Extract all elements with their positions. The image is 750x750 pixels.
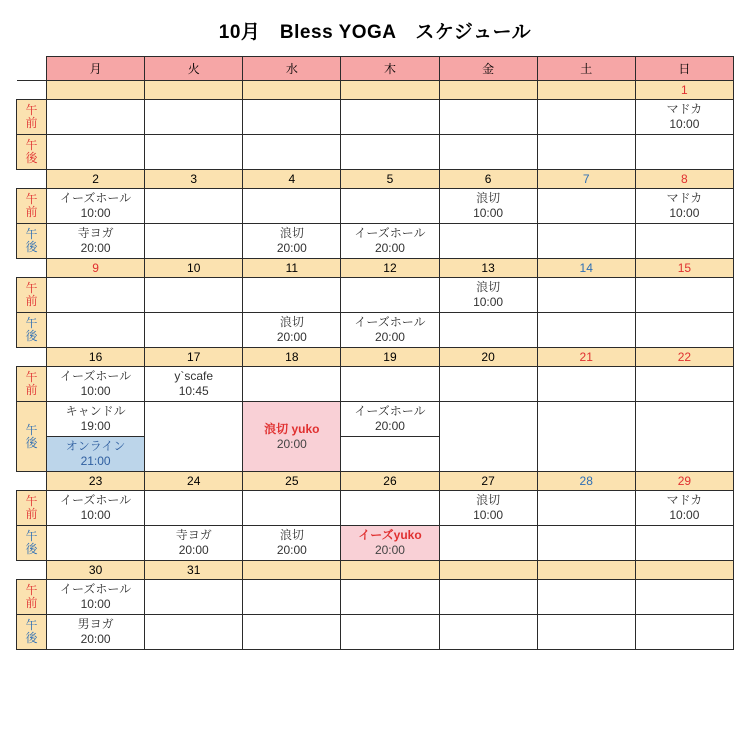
event-cell-highlight[interactable] <box>341 526 439 561</box>
date-cell <box>47 81 145 100</box>
event-name: キャンドル <box>65 404 126 418</box>
event-cell[interactable] <box>341 224 439 259</box>
event-cell[interactable] <box>145 402 243 472</box>
row-label-am-char2: 前 <box>25 507 38 521</box>
date-row-week2 <box>17 170 734 189</box>
row-label-am-char1: 午 <box>25 583 38 598</box>
event-cell[interactable] <box>635 402 733 472</box>
event-cell[interactable] <box>47 402 145 437</box>
row-label-pm-char2: 後 <box>25 435 38 450</box>
date-cell: 2 <box>47 170 145 189</box>
row-label-am-char2: 前 <box>25 116 38 130</box>
event-cell[interactable] <box>341 313 439 348</box>
row-label-am-char2: 前 <box>25 294 38 308</box>
am-row-week3 <box>17 278 734 313</box>
event-name: オンライン <box>65 439 126 453</box>
pm-row-week1 <box>17 135 734 170</box>
event-cell[interactable] <box>243 278 341 313</box>
date-cell: 19 <box>341 348 439 367</box>
event-cell-empty <box>341 580 439 615</box>
event-cell-empty <box>439 580 537 615</box>
event-cell[interactable] <box>341 189 439 224</box>
event-name: 浪切 <box>279 226 304 240</box>
event-cell[interactable] <box>537 367 635 402</box>
date-cell: 9 <box>47 259 145 278</box>
row-label-am <box>17 100 47 135</box>
date-row-week3 <box>17 259 734 278</box>
date-cell: 22 <box>635 348 733 367</box>
date-cell-empty <box>635 561 733 580</box>
event-cell[interactable] <box>145 526 243 561</box>
event-cell[interactable] <box>145 367 243 402</box>
event-cell[interactable] <box>537 402 635 472</box>
event-cell-highlight[interactable] <box>243 402 341 472</box>
event-cell[interactable] <box>439 313 537 348</box>
event-cell[interactable] <box>243 189 341 224</box>
event-cell[interactable] <box>145 278 243 313</box>
row-label-am-char2: 前 <box>25 596 38 610</box>
row-label-pm-char2: 後 <box>25 542 38 556</box>
date-cell: 25 <box>243 472 341 491</box>
date-cell: 1 <box>635 81 733 100</box>
date-cell-empty <box>439 561 537 580</box>
date-cell-empty <box>243 561 341 580</box>
event-cell[interactable] <box>537 278 635 313</box>
event-time: 10:00 <box>473 508 504 522</box>
event-cell[interactable] <box>243 224 341 259</box>
event-cell[interactable] <box>537 189 635 224</box>
row-label-am-char2: 前 <box>25 205 38 219</box>
event-name: 浪切 <box>476 280 501 294</box>
weekday-header-tue: 火 <box>145 57 243 81</box>
event-name: 浪切 <box>279 315 304 329</box>
event-name: マドカ <box>666 102 703 116</box>
date-row-label-spacer <box>17 348 47 367</box>
pm-row-week3 <box>17 313 734 348</box>
date-row-label-spacer <box>17 81 47 100</box>
event-cell[interactable] <box>145 615 243 650</box>
row-label-pm <box>17 402 47 472</box>
event-cell[interactable] <box>341 402 439 437</box>
header-corner <box>17 57 47 81</box>
event-name: イーズホール <box>60 582 132 596</box>
event-cell[interactable] <box>145 100 243 135</box>
date-row-week5 <box>17 472 734 491</box>
event-cell[interactable] <box>47 313 145 348</box>
row-label-am <box>17 491 47 526</box>
event-time: 20:00 <box>374 419 405 433</box>
weekday-header-mon: 月 <box>47 57 145 81</box>
row-label-pm-char2: 後 <box>25 151 38 165</box>
date-cell: 13 <box>439 259 537 278</box>
event-cell[interactable] <box>243 491 341 526</box>
event-cell[interactable] <box>47 135 145 170</box>
event-cell-empty <box>243 580 341 615</box>
date-row-week6 <box>17 561 734 580</box>
event-cell[interactable] <box>243 526 341 561</box>
date-row-week1 <box>17 81 734 100</box>
event-cell[interactable] <box>439 491 537 526</box>
event-name: 浪切 <box>476 493 501 507</box>
event-cell[interactable] <box>243 313 341 348</box>
event-cell[interactable] <box>537 491 635 526</box>
date-cell-empty <box>537 561 635 580</box>
event-cell[interactable] <box>243 100 341 135</box>
event-cell[interactable] <box>47 526 145 561</box>
date-cell: 5 <box>341 170 439 189</box>
event-cell[interactable] <box>47 615 145 650</box>
date-cell: 6 <box>439 170 537 189</box>
event-cell-empty <box>439 615 537 650</box>
event-time: 21:00 <box>80 454 111 468</box>
date-cell: 4 <box>243 170 341 189</box>
event-cell[interactable] <box>439 135 537 170</box>
event-time: 10:00 <box>669 508 700 522</box>
event-time: 20:00 <box>80 241 111 255</box>
date-row-label-spacer <box>17 561 47 580</box>
event-cell-highlight[interactable] <box>47 437 145 472</box>
event-cell[interactable] <box>243 367 341 402</box>
row-label-am-char1: 午 <box>25 370 38 385</box>
event-cell[interactable] <box>439 224 537 259</box>
pm-row-week2 <box>17 224 734 259</box>
event-cell[interactable] <box>635 526 733 561</box>
event-time: 10:00 <box>80 206 111 220</box>
event-cell[interactable] <box>341 437 439 472</box>
row-label-pm <box>17 615 47 650</box>
event-cell-empty <box>635 580 733 615</box>
event-cell-empty <box>635 615 733 650</box>
row-label-am <box>17 367 47 402</box>
date-row-label-spacer <box>17 259 47 278</box>
event-cell[interactable] <box>145 189 243 224</box>
event-cell[interactable] <box>439 100 537 135</box>
event-cell[interactable] <box>635 278 733 313</box>
event-cell[interactable] <box>439 278 537 313</box>
row-label-am-char1: 午 <box>25 192 38 207</box>
event-time: 10:45 <box>178 384 209 398</box>
date-cell: 30 <box>47 561 145 580</box>
event-cell[interactable] <box>635 100 733 135</box>
am-row-week2 <box>17 189 734 224</box>
row-label-pm-char1: 午 <box>25 227 38 242</box>
event-cell[interactable] <box>341 100 439 135</box>
date-cell: 24 <box>145 472 243 491</box>
event-name: イーズホール <box>354 315 426 329</box>
event-cell[interactable] <box>439 526 537 561</box>
event-cell[interactable] <box>537 100 635 135</box>
event-cell[interactable] <box>145 491 243 526</box>
row-label-pm <box>17 526 47 561</box>
date-cell: 7 <box>537 170 635 189</box>
event-time: 20:00 <box>178 543 209 557</box>
row-label-pm-char2: 後 <box>25 631 38 645</box>
event-time: 10:00 <box>669 117 700 131</box>
date-cell <box>243 81 341 100</box>
row-label-pm-char1: 午 <box>25 618 38 633</box>
pm-row-week5 <box>17 526 734 561</box>
pm-row-week6 <box>17 615 734 650</box>
event-cell-empty <box>243 615 341 650</box>
row-label-pm-char1: 午 <box>25 316 38 331</box>
date-cell <box>341 81 439 100</box>
event-cell[interactable] <box>537 224 635 259</box>
weekday-header-thu: 木 <box>341 57 439 81</box>
schedule-table <box>16 56 734 650</box>
event-cell[interactable] <box>439 189 537 224</box>
date-cell: 3 <box>145 170 243 189</box>
row-label-am <box>17 278 47 313</box>
event-cell[interactable] <box>47 580 145 615</box>
date-cell: 15 <box>635 259 733 278</box>
row-label-am-char1: 午 <box>25 494 38 509</box>
row-label-pm <box>17 135 47 170</box>
event-time: 10:00 <box>473 206 504 220</box>
date-cell: 21 <box>537 348 635 367</box>
row-label-pm <box>17 224 47 259</box>
date-cell: 29 <box>635 472 733 491</box>
date-cell: 16 <box>47 348 145 367</box>
weekday-header-sun: 日 <box>635 57 733 81</box>
event-cell[interactable] <box>47 100 145 135</box>
date-row-label-spacer <box>17 472 47 491</box>
event-name: 浪切 yuko <box>264 421 320 436</box>
event-name: 浪切 <box>279 528 304 542</box>
event-cell[interactable] <box>341 367 439 402</box>
row-label-pm-char2: 後 <box>25 240 38 254</box>
event-time: 10:00 <box>80 508 111 522</box>
date-cell: 8 <box>635 170 733 189</box>
event-time: 20:00 <box>276 330 307 344</box>
row-label-am-char1: 午 <box>25 103 38 118</box>
event-name: イーズホール <box>354 404 426 418</box>
event-time: 20:00 <box>276 543 307 557</box>
weekday-header-wed: 水 <box>243 57 341 81</box>
event-time: 10:00 <box>80 384 111 398</box>
event-time: 20:00 <box>276 436 307 451</box>
date-cell <box>537 81 635 100</box>
event-time: 20:00 <box>374 330 405 344</box>
weekday-header-fri: 金 <box>439 57 537 81</box>
event-cell[interactable] <box>145 313 243 348</box>
event-name: イーズyuko <box>358 528 422 542</box>
row-label-am-char2: 前 <box>25 383 38 397</box>
event-cell[interactable] <box>47 278 145 313</box>
event-cell[interactable] <box>439 367 537 402</box>
event-cell[interactable] <box>47 224 145 259</box>
date-cell: 17 <box>145 348 243 367</box>
event-cell[interactable] <box>341 491 439 526</box>
event-name: 男ヨガ <box>77 617 114 631</box>
event-name: イーズホール <box>354 226 426 240</box>
event-name: y`scafe <box>174 369 214 383</box>
am-row-week6 <box>17 580 734 615</box>
event-cell[interactable] <box>47 189 145 224</box>
event-cell-empty <box>537 615 635 650</box>
event-cell-empty <box>537 580 635 615</box>
event-name: 寺ヨガ <box>175 528 212 542</box>
am-row-week1 <box>17 100 734 135</box>
event-time: 19:00 <box>80 419 111 433</box>
date-cell: 18 <box>243 348 341 367</box>
date-cell-empty <box>341 561 439 580</box>
row-label-pm-char1: 午 <box>25 138 38 153</box>
date-cell <box>145 81 243 100</box>
date-cell: 31 <box>145 561 243 580</box>
event-name: マドカ <box>666 191 703 205</box>
event-time: 20:00 <box>276 241 307 255</box>
event-name: 寺ヨガ <box>77 226 114 240</box>
row-label-am <box>17 580 47 615</box>
event-cell[interactable] <box>635 313 733 348</box>
event-cell[interactable] <box>635 135 733 170</box>
date-cell: 20 <box>439 348 537 367</box>
event-time: 20:00 <box>374 241 405 255</box>
event-name: 浪切 <box>476 191 501 205</box>
event-time: 20:00 <box>80 632 111 646</box>
event-time: 10:00 <box>669 206 700 220</box>
date-cell: 10 <box>145 259 243 278</box>
date-cell: 14 <box>537 259 635 278</box>
event-cell[interactable] <box>145 135 243 170</box>
event-name: イーズホール <box>60 493 132 507</box>
event-name: イーズホール <box>60 191 132 205</box>
row-label-pm-char1: 午 <box>25 529 38 544</box>
row-label-pm <box>17 313 47 348</box>
weekday-header-row <box>17 57 734 81</box>
event-cell[interactable] <box>635 189 733 224</box>
event-cell[interactable] <box>145 224 243 259</box>
pm-row-week4-a <box>17 402 734 437</box>
row-label-pm-char2: 後 <box>25 329 38 343</box>
event-cell[interactable] <box>537 313 635 348</box>
event-name: マドカ <box>666 493 703 507</box>
date-cell: 28 <box>537 472 635 491</box>
date-cell <box>439 81 537 100</box>
am-row-week4 <box>17 367 734 402</box>
event-cell[interactable] <box>341 135 439 170</box>
event-cell[interactable] <box>439 402 537 472</box>
row-label-am-char1: 午 <box>25 281 38 296</box>
date-row-week4 <box>17 348 734 367</box>
row-label-pm-char1: 午 <box>25 422 38 437</box>
date-row-label-spacer <box>17 170 47 189</box>
event-name: イーズホール <box>60 369 132 383</box>
event-cell[interactable] <box>635 491 733 526</box>
event-cell[interactable] <box>635 367 733 402</box>
event-time: 20:00 <box>374 543 405 557</box>
event-cell[interactable] <box>243 135 341 170</box>
weekday-header-sat: 土 <box>537 57 635 81</box>
am-row-week5 <box>17 491 734 526</box>
event-cell[interactable] <box>537 135 635 170</box>
page-title: 10月 Bless YOGA スケジュール <box>218 22 532 43</box>
event-cell[interactable] <box>341 278 439 313</box>
date-cell: 11 <box>243 259 341 278</box>
event-cell[interactable] <box>145 580 243 615</box>
event-cell[interactable] <box>47 367 145 402</box>
event-time: 10:00 <box>80 597 111 611</box>
date-cell: 23 <box>47 472 145 491</box>
event-cell[interactable] <box>537 526 635 561</box>
event-cell[interactable] <box>47 491 145 526</box>
date-cell: 26 <box>341 472 439 491</box>
event-cell[interactable] <box>635 224 733 259</box>
event-time: 10:00 <box>473 295 504 309</box>
event-cell-empty <box>341 615 439 650</box>
row-label-am <box>17 189 47 224</box>
date-cell: 27 <box>439 472 537 491</box>
date-cell: 12 <box>341 259 439 278</box>
